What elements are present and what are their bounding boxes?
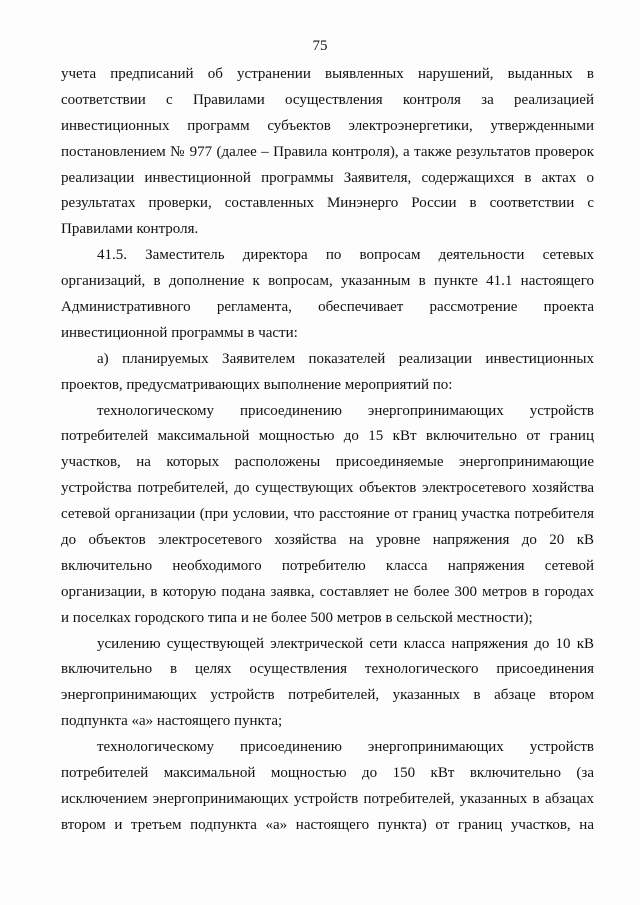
- text-line: включительно в целях осуществления технологического присоединения: [61, 661, 594, 678]
- text-line: технологическому присоединению энергопринимающих устройств: [97, 402, 594, 419]
- text-line: до объектов электросетевого хозяйства на уровне напряжения до 20 кВ: [61, 532, 594, 549]
- text-line: организации, в которую подана заявка, составляет не более 300 метров в городах: [61, 583, 594, 600]
- text-line: учета предписаний об устранении выявленных нарушений, выданных в: [61, 66, 594, 82]
- text-line: реализации инвестиционной программы Заявителя, содержащихся в актах о: [61, 169, 594, 186]
- document-body: [61, 62, 594, 839]
- text-line: потребителей максимальной мощностью до 15 кВт включительно от границ: [61, 428, 594, 445]
- text-line: включительно необходимого потребителю класса напряжения сетевой: [61, 557, 594, 574]
- text-line: участков, на которых расположены присоединяемые энергопринимающие: [61, 454, 594, 471]
- text-line: потребителей максимальной мощностью до 150 кВт включительно (за: [61, 765, 594, 782]
- text-line: инвестиционных программ субъектов электроэнергетики, утвержденными: [61, 117, 594, 134]
- text-line: соответствии с Правилами осуществления контроля за реализацией: [61, 91, 594, 108]
- text-line: втором и третьем подпункта «а» настоящего пункта) от границ участков, на: [61, 816, 594, 833]
- text-line: инвестиционной программы в части:: [61, 324, 298, 341]
- text-line: результатах проверки, составленных Минэнерго России в соответствии с: [61, 195, 594, 212]
- text-line: технологическому присоединению энергопринимающих устройств: [97, 739, 594, 756]
- text-line: энергопринимающих устройств потребителей, указанных в абзаце втором: [61, 687, 594, 704]
- text-line: организаций, в дополнение к вопросам, указанным в пункте 41.1 настоящего: [61, 273, 594, 290]
- text-line: подпункта «а» настоящего пункта;: [61, 713, 283, 730]
- text-line: исключением энергопринимающих устройств потребителей, указанных в абзацах: [61, 790, 594, 807]
- page-number: 75: [312, 38, 328, 54]
- text-line: усилению существующей электрической сети класса напряжения до 10 кВ: [97, 635, 594, 652]
- text-line: Правилами контроля.: [61, 221, 199, 238]
- text-line: а) планируемых Заявителем показателей реализации инвестиционных: [97, 350, 594, 367]
- text-line: Административного регламента, обеспечивает рассмотрение проекта: [61, 299, 594, 316]
- text-line: проектов, предусматривающих выполнение мероприятий по:: [61, 376, 453, 393]
- text-line: сетевой организации (при условии, что расстояние от границ участка потребителя: [61, 506, 594, 523]
- text-line: 41.5. Заместитель директора по вопросам деятельности сетевых: [97, 247, 594, 264]
- text-line: и поселках городского типа и не более 500 метров в сельской местности);: [61, 609, 533, 626]
- text-line: устройства потребителей, до существующих объектов электросетевого хозяйства: [61, 480, 594, 497]
- text-line: постановлением № 977 (далее – Правила контроля), а также результатов проверок: [61, 143, 594, 160]
